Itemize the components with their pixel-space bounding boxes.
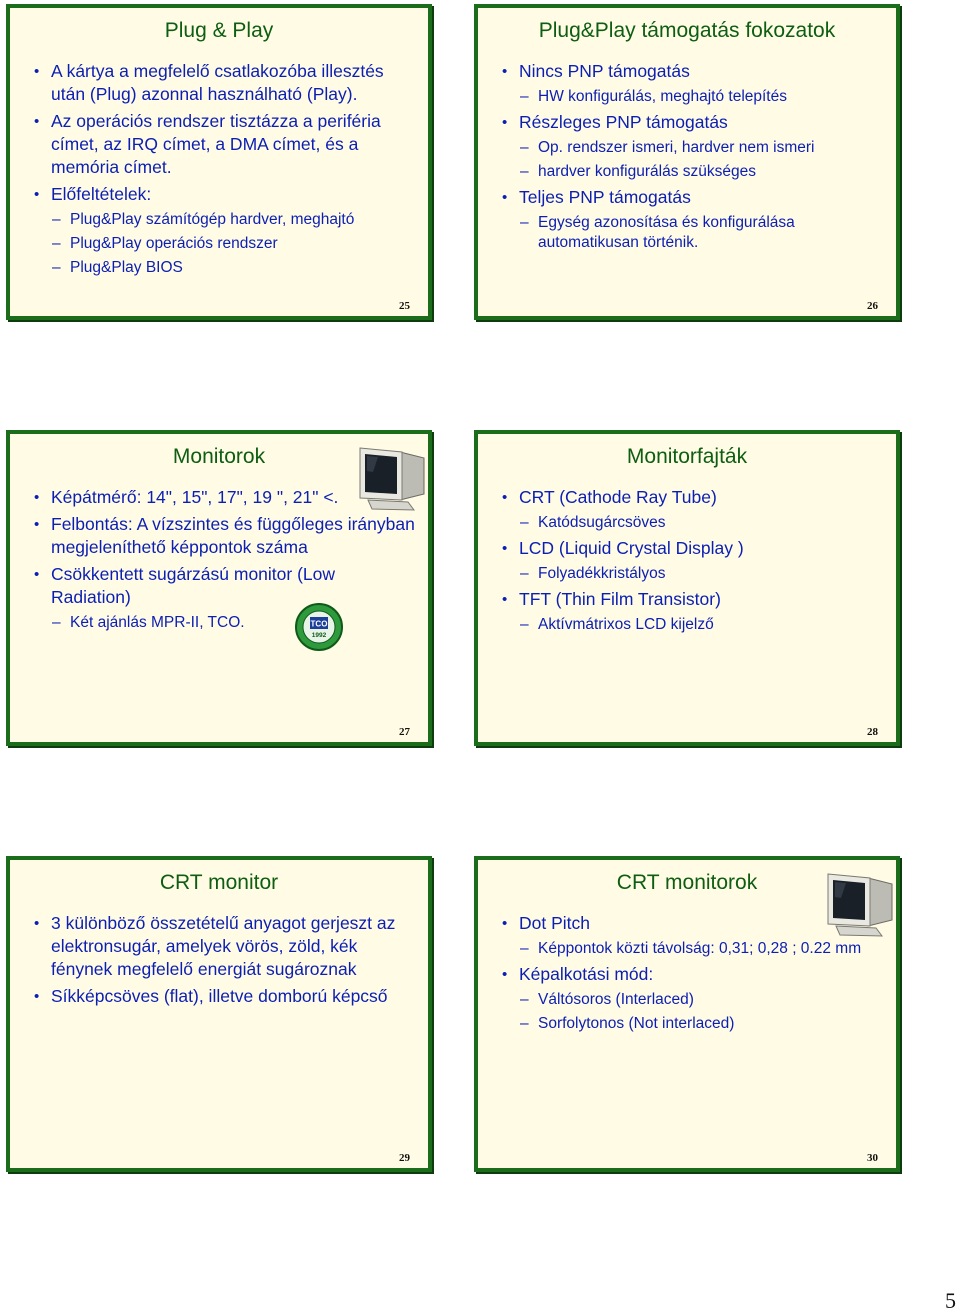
slide-number: 29 [399, 1152, 410, 1164]
sub-bullet: – Katódsugárcsöves [502, 513, 884, 533]
bullet: • Képátmérő: 14", 15", 17", 19 ", 21" <. [34, 486, 416, 509]
tco-badge-icon [294, 602, 344, 652]
slide-body [34, 486, 416, 637]
sub-bullet: – Váltósoros (Interlaced) [502, 990, 884, 1010]
bullet: • Csökkentett sugárzású monitor (Low Radiation) [34, 563, 416, 609]
bullet: • TFT (Thin Film Transistor) [502, 588, 884, 611]
bullet: • Képalkotási mód: [502, 963, 884, 986]
sub-bullet: – Plug&Play BIOS [34, 258, 416, 278]
slide-title: Plug & Play [164, 19, 274, 42]
bullet: • CRT (Cathode Ray Tube) [502, 486, 884, 509]
bullet: • Teljes PNP támogatás [502, 186, 884, 209]
bullet: • Síkképcsöves (flat), illetve domború képcső [34, 985, 416, 1008]
badge-year: 1992 [311, 632, 327, 639]
slide-28 [474, 430, 900, 746]
sub-bullet: – Aktívmátrixos LCD kijelző [502, 615, 884, 635]
slide-body [502, 486, 884, 639]
bullet: • LCD (Liquid Crystal Display ) [502, 537, 884, 560]
bullet: • 3 különböző összetételű anyagot gerjeszt az elektronsugár, amelyek vörös, zöld, kék fénynek megfelelő energiát sugároznak [34, 912, 416, 981]
slide-body [34, 60, 416, 282]
slide-number: 25 [399, 300, 410, 312]
slide-title: CRT monitorok [616, 871, 758, 894]
slide-30 [474, 856, 900, 1172]
bullet: • Részleges PNP támogatás [502, 111, 884, 134]
slide-26 [474, 4, 900, 320]
slide-25 [6, 4, 432, 320]
sub-bullet: – Egység azonosítása és konfigurálása automatikusan történik. [502, 213, 884, 253]
bullet: • Előfeltételek: [34, 183, 416, 206]
bullet: • Dot Pitch [502, 912, 884, 935]
bullet: • A kártya a megfelelő csatlakozóba illesztés után (Plug) azonnal használható (Play). [34, 60, 416, 106]
slide-title: Plug&Play támogatás fokozatok [538, 19, 836, 42]
badge-text: TCO [310, 619, 328, 629]
sub-bullet: – Képpontok közti távolság: 0,31; 0,28 ; 0.22 mm [502, 939, 884, 959]
slide-title: Monitorfajták [626, 445, 748, 468]
bullet: • Az operációs rendszer tisztázza a periféria címet, az IRQ címet, a DMA címet, és a memória címet. [34, 110, 416, 179]
bullet: • Felbontás: A vízszintes és függőleges irányban megjeleníthető képpontok száma [34, 513, 416, 559]
slide-number: 26 [867, 300, 878, 312]
slide-body [34, 912, 416, 1012]
slide-body [502, 912, 884, 1038]
sub-bullet: – Sorfolytonos (Not interlaced) [502, 1014, 884, 1034]
sub-bullet: – hardver konfigurálás szükséges [502, 162, 884, 182]
page-number: 5 [945, 1288, 956, 1313]
sub-bullet: – Op. rendszer ismeri, hardver nem ismeri [502, 138, 884, 158]
slide-number: 30 [867, 1152, 878, 1164]
slide-title: CRT monitor [159, 871, 279, 894]
sub-bullet: – HW konfigurálás, meghajtó telepítés [502, 87, 884, 107]
slide-number: 27 [399, 726, 410, 738]
sub-bullet: – Plug&Play számítógép hardver, meghajtó [34, 210, 416, 230]
bullet: • Nincs PNP támogatás [502, 60, 884, 83]
slide-number: 28 [867, 726, 878, 738]
slide-29 [6, 856, 432, 1172]
sub-bullet: – Folyadékkristályos [502, 564, 884, 584]
sub-bullet: – Két ajánlás MPR-II, TCO. [34, 613, 416, 633]
slide-title: Monitorok [172, 445, 266, 468]
sub-bullet: – Plug&Play operációs rendszer [34, 234, 416, 254]
slide-27 [6, 430, 432, 746]
slide-body [502, 60, 884, 257]
